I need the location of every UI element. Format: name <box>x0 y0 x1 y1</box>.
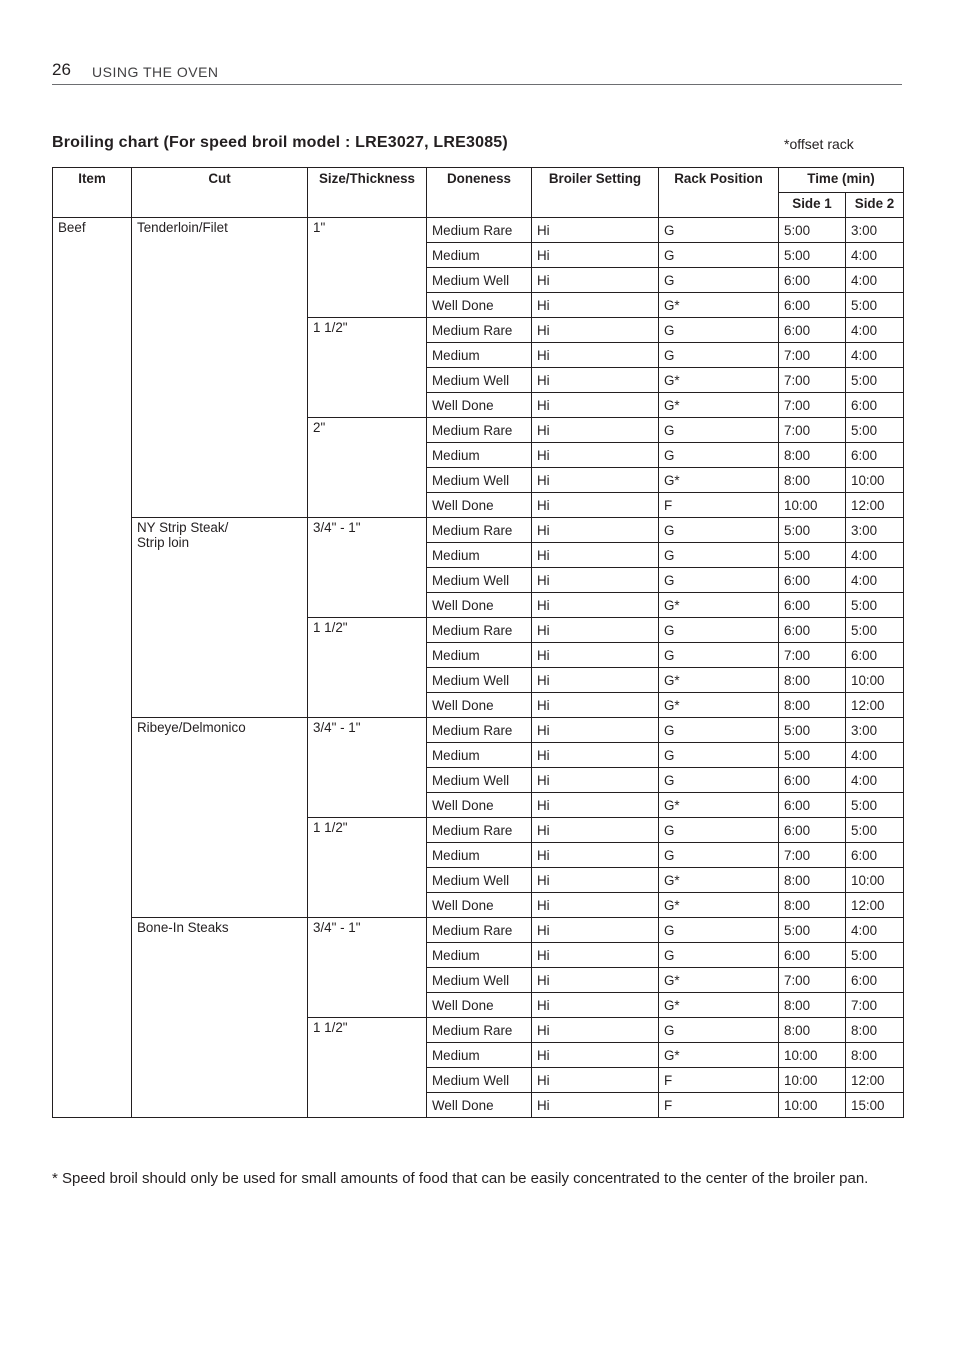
header-doneness: Doneness <box>427 168 532 218</box>
side-2-time-cell: 4:00 <box>846 918 904 943</box>
side-2-time-cell: 6:00 <box>846 843 904 868</box>
broiler-setting-cell: Hi <box>532 893 659 918</box>
doneness-cell: Well Done <box>427 593 532 618</box>
side-1-time-cell: 5:00 <box>779 743 846 768</box>
side-2-time-cell: 4:00 <box>846 268 904 293</box>
side-2-time-cell: 10:00 <box>846 468 904 493</box>
side-1-time-cell: 7:00 <box>779 843 846 868</box>
rack-position-cell: G <box>659 268 779 293</box>
header-time: Time (min) <box>779 168 904 193</box>
doneness-cell: Medium Well <box>427 268 532 293</box>
broiler-setting-cell: Hi <box>532 418 659 443</box>
broiler-setting-cell: Hi <box>532 943 659 968</box>
size-cell: 1 1/2" <box>308 318 427 418</box>
table-row <box>53 218 904 243</box>
broiler-setting-cell: Hi <box>532 793 659 818</box>
doneness-cell: Medium Well <box>427 968 532 993</box>
side-1-time-cell: 8:00 <box>779 1018 846 1043</box>
side-1-time-cell: 5:00 <box>779 243 846 268</box>
doneness-cell: Well Done <box>427 693 532 718</box>
broiler-setting-cell: Hi <box>532 693 659 718</box>
broiler-setting-cell: Hi <box>532 968 659 993</box>
doneness-cell: Medium Well <box>427 668 532 693</box>
broiler-setting-cell: Hi <box>532 1043 659 1068</box>
broiler-setting-cell: Hi <box>532 493 659 518</box>
doneness-cell: Medium Well <box>427 368 532 393</box>
header-size: Size/Thickness <box>308 168 427 218</box>
side-2-time-cell: 6:00 <box>846 393 904 418</box>
page-number: 26 <box>52 60 71 79</box>
broiler-setting-cell: Hi <box>532 518 659 543</box>
side-2-time-cell: 8:00 <box>846 1018 904 1043</box>
doneness-cell: Well Done <box>427 293 532 318</box>
side-2-time-cell: 5:00 <box>846 618 904 643</box>
broiler-setting-cell: Hi <box>532 368 659 393</box>
doneness-cell: Medium Rare <box>427 918 532 943</box>
doneness-cell: Well Done <box>427 393 532 418</box>
side-2-time-cell: 5:00 <box>846 793 904 818</box>
broiler-setting-cell: Hi <box>532 918 659 943</box>
rack-position-cell: G* <box>659 793 779 818</box>
rack-position-cell: G* <box>659 393 779 418</box>
doneness-cell: Medium Well <box>427 1068 532 1093</box>
rack-position-cell: G* <box>659 593 779 618</box>
header-side-2: Side 2 <box>846 193 904 218</box>
broiler-setting-cell: Hi <box>532 218 659 243</box>
broiler-setting-cell: Hi <box>532 843 659 868</box>
rack-position-cell: G <box>659 518 779 543</box>
section-title: USING THE OVEN <box>92 64 219 80</box>
broiler-setting-cell: Hi <box>532 468 659 493</box>
header-item: Item <box>53 168 132 218</box>
size-cell: 3/4" - 1" <box>308 518 427 618</box>
rack-position-cell: G* <box>659 293 779 318</box>
broiler-setting-cell: Hi <box>532 593 659 618</box>
side-1-time-cell: 8:00 <box>779 868 846 893</box>
doneness-cell: Medium <box>427 743 532 768</box>
broiler-setting-cell: Hi <box>532 743 659 768</box>
broiler-setting-cell: Hi <box>532 293 659 318</box>
rack-position-cell: G <box>659 618 779 643</box>
broiler-setting-cell: Hi <box>532 993 659 1018</box>
side-2-time-cell: 4:00 <box>846 768 904 793</box>
rack-position-cell: G* <box>659 368 779 393</box>
rack-position-cell: G* <box>659 468 779 493</box>
size-cell: 1 1/2" <box>308 618 427 718</box>
rack-position-cell: G* <box>659 993 779 1018</box>
doneness-cell: Medium <box>427 443 532 468</box>
side-2-time-cell: 3:00 <box>846 218 904 243</box>
doneness-cell: Medium <box>427 843 532 868</box>
chart-title: Broiling chart (For speed broil model : LRE3027, LRE3085) <box>52 134 508 151</box>
side-1-time-cell: 8:00 <box>779 468 846 493</box>
doneness-cell: Well Done <box>427 993 532 1018</box>
rack-position-cell: G <box>659 1018 779 1043</box>
side-2-time-cell: 12:00 <box>846 893 904 918</box>
side-2-time-cell: 12:00 <box>846 1068 904 1093</box>
broiler-setting-cell: Hi <box>532 343 659 368</box>
rack-position-cell: G <box>659 418 779 443</box>
rack-position-cell: G* <box>659 1043 779 1068</box>
side-2-time-cell: 6:00 <box>846 968 904 993</box>
rack-position-cell: G <box>659 743 779 768</box>
doneness-cell: Medium <box>427 343 532 368</box>
rack-position-cell: G <box>659 943 779 968</box>
doneness-cell: Medium Rare <box>427 718 532 743</box>
broiler-setting-cell: Hi <box>532 818 659 843</box>
footnote: * Speed broil should only be used for small amounts of food that can be easily concentrated to the center of the broiler pan. <box>52 1170 869 1187</box>
broiler-setting-cell: Hi <box>532 868 659 893</box>
header-rack-position: Rack Position <box>659 168 779 218</box>
rack-position-cell: G <box>659 218 779 243</box>
offset-rack-note: *offset rack <box>784 136 854 152</box>
cut-cell: Bone-In Steaks <box>132 918 308 1118</box>
side-1-time-cell: 6:00 <box>779 318 846 343</box>
broiler-setting-cell: Hi <box>532 1068 659 1093</box>
side-2-time-cell: 5:00 <box>846 818 904 843</box>
header-cut: Cut <box>132 168 308 218</box>
side-2-time-cell: 15:00 <box>846 1093 904 1118</box>
doneness-cell: Medium Rare <box>427 418 532 443</box>
broiler-setting-cell: Hi <box>532 768 659 793</box>
rack-position-cell: G <box>659 568 779 593</box>
side-1-time-cell: 5:00 <box>779 518 846 543</box>
rack-position-cell: G <box>659 443 779 468</box>
doneness-cell: Well Done <box>427 493 532 518</box>
side-1-time-cell: 8:00 <box>779 993 846 1018</box>
rack-position-cell: G <box>659 243 779 268</box>
side-2-time-cell: 4:00 <box>846 743 904 768</box>
doneness-cell: Medium Rare <box>427 618 532 643</box>
doneness-cell: Medium <box>427 543 532 568</box>
side-2-time-cell: 12:00 <box>846 493 904 518</box>
rack-position-cell: G <box>659 818 779 843</box>
table-row <box>53 518 904 543</box>
side-1-time-cell: 6:00 <box>779 593 846 618</box>
side-1-time-cell: 6:00 <box>779 293 846 318</box>
cut-cell: NY Strip Steak/ Strip loin <box>132 518 308 718</box>
rack-position-cell: G <box>659 718 779 743</box>
rack-position-cell: G <box>659 643 779 668</box>
side-1-time-cell: 5:00 <box>779 718 846 743</box>
side-2-time-cell: 5:00 <box>846 293 904 318</box>
side-1-time-cell: 7:00 <box>779 343 846 368</box>
side-2-time-cell: 3:00 <box>846 718 904 743</box>
rack-position-cell: F <box>659 493 779 518</box>
size-cell: 1 1/2" <box>308 1018 427 1118</box>
side-1-time-cell: 8:00 <box>779 443 846 468</box>
side-2-time-cell: 4:00 <box>846 343 904 368</box>
doneness-cell: Medium Well <box>427 468 532 493</box>
broiler-setting-cell: Hi <box>532 318 659 343</box>
broiler-setting-cell: Hi <box>532 643 659 668</box>
broiler-setting-cell: Hi <box>532 543 659 568</box>
side-2-time-cell: 12:00 <box>846 693 904 718</box>
side-1-time-cell: 5:00 <box>779 543 846 568</box>
rack-position-cell: G <box>659 843 779 868</box>
side-1-time-cell: 6:00 <box>779 268 846 293</box>
doneness-cell: Medium Well <box>427 768 532 793</box>
broiler-setting-cell: Hi <box>532 618 659 643</box>
side-2-time-cell: 4:00 <box>846 543 904 568</box>
rack-position-cell: F <box>659 1068 779 1093</box>
doneness-cell: Medium <box>427 643 532 668</box>
side-2-time-cell: 4:00 <box>846 568 904 593</box>
rack-position-cell: G <box>659 918 779 943</box>
side-2-time-cell: 6:00 <box>846 643 904 668</box>
doneness-cell: Medium <box>427 1043 532 1068</box>
doneness-cell: Well Done <box>427 893 532 918</box>
side-1-time-cell: 7:00 <box>779 418 846 443</box>
side-1-time-cell: 5:00 <box>779 918 846 943</box>
size-cell: 1 1/2" <box>308 818 427 918</box>
doneness-cell: Well Done <box>427 793 532 818</box>
doneness-cell: Medium Well <box>427 568 532 593</box>
side-1-time-cell: 10:00 <box>779 493 846 518</box>
side-2-time-cell: 10:00 <box>846 868 904 893</box>
side-2-time-cell: 7:00 <box>846 993 904 1018</box>
side-2-time-cell: 5:00 <box>846 368 904 393</box>
side-1-time-cell: 8:00 <box>779 893 846 918</box>
size-cell: 2" <box>308 418 427 518</box>
doneness-cell: Medium <box>427 943 532 968</box>
broiling-chart-table <box>52 167 904 1118</box>
rack-position-cell: G <box>659 768 779 793</box>
side-1-time-cell: 10:00 <box>779 1093 846 1118</box>
doneness-cell: Medium Rare <box>427 318 532 343</box>
side-2-time-cell: 5:00 <box>846 418 904 443</box>
broiler-setting-cell: Hi <box>532 243 659 268</box>
table-body <box>53 218 904 1118</box>
doneness-cell: Medium Rare <box>427 518 532 543</box>
side-1-time-cell: 10:00 <box>779 1068 846 1093</box>
side-2-time-cell: 10:00 <box>846 668 904 693</box>
page-header <box>52 60 902 85</box>
rack-position-cell: G <box>659 318 779 343</box>
header-side-1: Side 1 <box>779 193 846 218</box>
side-2-time-cell: 8:00 <box>846 1043 904 1068</box>
rack-position-cell: G <box>659 543 779 568</box>
side-1-time-cell: 8:00 <box>779 693 846 718</box>
side-2-time-cell: 6:00 <box>846 443 904 468</box>
rack-position-cell: G* <box>659 693 779 718</box>
broiler-setting-cell: Hi <box>532 1018 659 1043</box>
header-broiler-setting: Broiler Setting <box>532 168 659 218</box>
table-row <box>53 918 904 943</box>
rack-position-cell: G* <box>659 668 779 693</box>
rack-position-cell: G* <box>659 968 779 993</box>
side-1-time-cell: 6:00 <box>779 943 846 968</box>
doneness-cell: Medium Rare <box>427 818 532 843</box>
size-cell: 3/4" - 1" <box>308 718 427 818</box>
broiler-setting-cell: Hi <box>532 668 659 693</box>
side-1-time-cell: 7:00 <box>779 368 846 393</box>
side-2-time-cell: 4:00 <box>846 318 904 343</box>
doneness-cell: Medium <box>427 243 532 268</box>
broiler-setting-cell: Hi <box>532 1093 659 1118</box>
side-1-time-cell: 7:00 <box>779 968 846 993</box>
rack-position-cell: G* <box>659 893 779 918</box>
doneness-cell: Medium Well <box>427 868 532 893</box>
side-1-time-cell: 5:00 <box>779 218 846 243</box>
broiler-setting-cell: Hi <box>532 568 659 593</box>
doneness-cell: Medium Rare <box>427 1018 532 1043</box>
side-1-time-cell: 6:00 <box>779 568 846 593</box>
side-1-time-cell: 6:00 <box>779 793 846 818</box>
side-2-time-cell: 5:00 <box>846 943 904 968</box>
side-1-time-cell: 7:00 <box>779 393 846 418</box>
cut-cell: Ribeye/Delmonico <box>132 718 308 918</box>
broiler-setting-cell: Hi <box>532 443 659 468</box>
side-1-time-cell: 8:00 <box>779 668 846 693</box>
side-2-time-cell: 4:00 <box>846 243 904 268</box>
broiler-setting-cell: Hi <box>532 393 659 418</box>
side-1-time-cell: 6:00 <box>779 818 846 843</box>
side-1-time-cell: 6:00 <box>779 618 846 643</box>
cut-cell: Tenderloin/Filet <box>132 218 308 518</box>
rack-position-cell: F <box>659 1093 779 1118</box>
side-1-time-cell: 6:00 <box>779 768 846 793</box>
item-cell: Beef <box>53 218 132 1118</box>
side-2-time-cell: 5:00 <box>846 593 904 618</box>
rack-position-cell: G* <box>659 868 779 893</box>
broiler-setting-cell: Hi <box>532 268 659 293</box>
rack-position-cell: G <box>659 343 779 368</box>
broiler-setting-cell: Hi <box>532 718 659 743</box>
doneness-cell: Medium Rare <box>427 218 532 243</box>
side-1-time-cell: 10:00 <box>779 1043 846 1068</box>
size-cell: 1" <box>308 218 427 318</box>
side-1-time-cell: 7:00 <box>779 643 846 668</box>
size-cell: 3/4" - 1" <box>308 918 427 1018</box>
doneness-cell: Well Done <box>427 1093 532 1118</box>
side-2-time-cell: 3:00 <box>846 518 904 543</box>
table-row <box>53 718 904 743</box>
